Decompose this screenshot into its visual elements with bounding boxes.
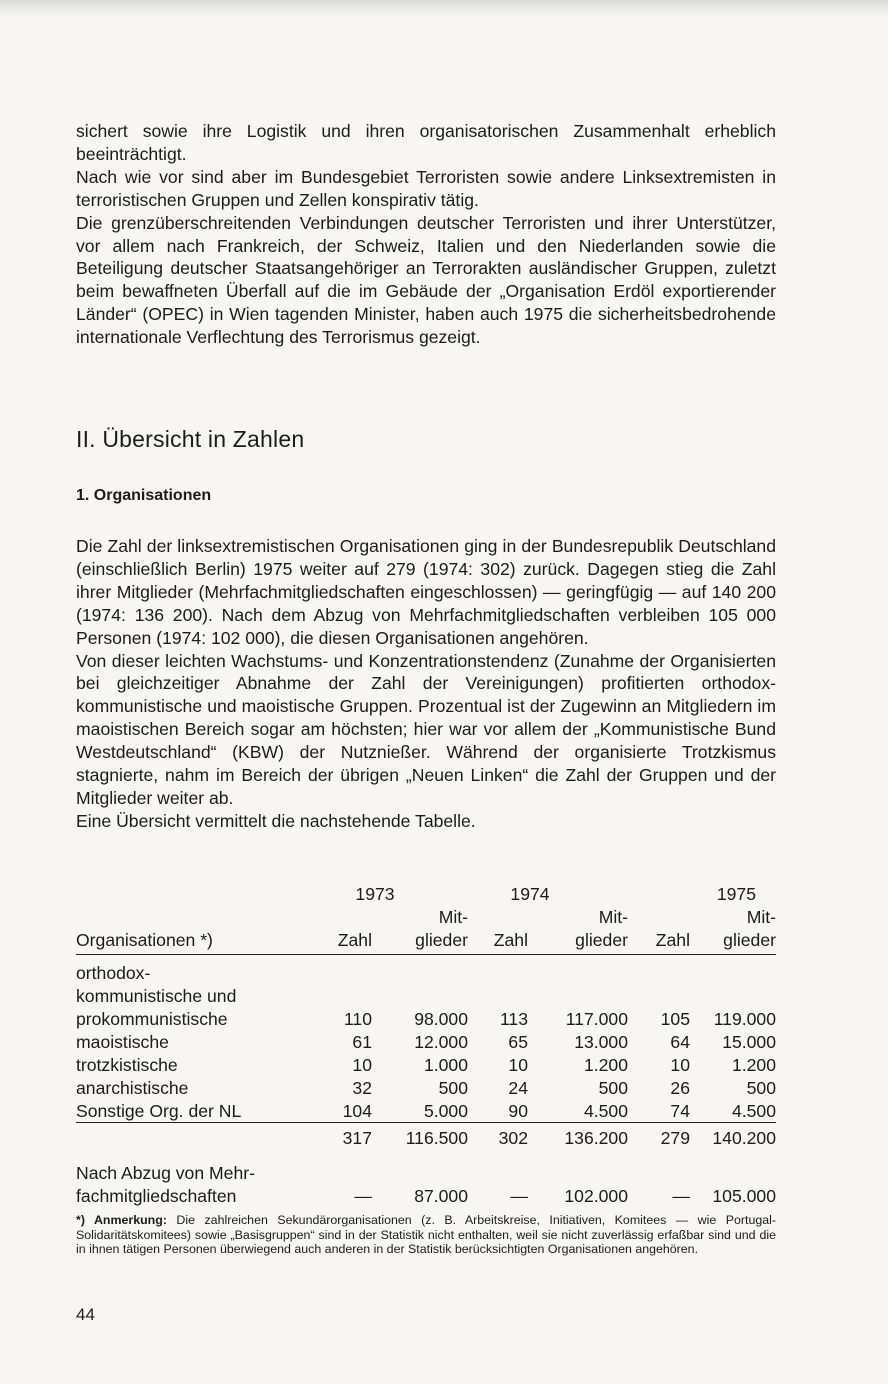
cell: 500: [746, 1078, 776, 1098]
row-label: trotzkistische: [76, 1055, 178, 1075]
glieder-header-1975: glieder: [690, 928, 776, 955]
net-label-line: Nach Abzug von Mehr-: [76, 1163, 255, 1183]
cell: 500: [598, 1078, 628, 1098]
table-label-row: [76, 984, 776, 1007]
cell: 1.200: [731, 1055, 776, 1075]
net-row: [76, 1184, 776, 1207]
totals-row: [76, 1123, 776, 1154]
row-label: anarchistische: [76, 1078, 189, 1098]
cell: 15.000: [722, 1032, 776, 1052]
cell: 110: [343, 1009, 372, 1029]
year-1975: 1975: [716, 884, 756, 904]
page-number: 44: [76, 1305, 95, 1324]
net-cell: —: [672, 1186, 690, 1206]
cell: 61: [352, 1032, 372, 1052]
cell: 98.000: [414, 1009, 468, 1029]
row-label-line: kommunistische und: [76, 986, 237, 1006]
cell: 24: [508, 1078, 528, 1098]
section-title: II. Übersicht in Zahlen: [76, 426, 305, 452]
total-cell: 302: [468, 1123, 528, 1154]
row-label: Sonstige Org. der NL: [76, 1101, 242, 1121]
total-cell: 317: [316, 1123, 372, 1154]
intro-paragraph-2: Nach wie vor sind aber im Bundesgebiet Terroristen sowie andere Linksextremisten in terroristischen Gruppen und Zellen konspirativ tätig.: [76, 166, 776, 210]
cell: 10: [670, 1055, 690, 1075]
body-paragraph-2: Von dieser leichten Wachstums- und Konzentrationstendenz (Zunahme der Organisierten bei gleichzeitiger Abnahme der Zahl der Vereinigungen) profitierten orthodox-kommunistische und maoistische Gruppen. Prozentual ist der Zugewinn an Mitgliedern im maoistischen Bereich sogar am höchsten; hier war vor allem der „Kommunistische Bund Westdeutschland“ (KBW) der Nutznießer. Während der organisierte Trotzkismus stagnierte, nahm im Bereich der übrigen „Neuen Linken“ die Zahl der Gruppen und der Mitglieder weiter ab.: [76, 650, 776, 808]
cell: 13.000: [574, 1032, 628, 1052]
cell: 65: [508, 1032, 528, 1052]
table-label-row: [76, 955, 776, 985]
intro-text: [76, 120, 776, 349]
cell: 74: [670, 1101, 690, 1121]
cell: 113: [499, 1009, 528, 1029]
cell: 117.000: [565, 1009, 628, 1029]
mit-header-row: [76, 905, 776, 928]
glieder-header-1973: glieder: [372, 928, 468, 955]
cell: 10: [352, 1055, 372, 1075]
table-row: [76, 1053, 776, 1076]
cell: 104: [342, 1101, 372, 1121]
year-1973: 1973: [355, 884, 395, 904]
total-cell: 116.500: [372, 1123, 468, 1154]
body-paragraph-3: Eine Übersicht vermittelt die nachstehende Tabelle.: [76, 810, 476, 831]
table-row: [76, 1099, 776, 1123]
table-row: [76, 1076, 776, 1099]
total-cell: 279: [628, 1123, 690, 1154]
cell: 4.500: [731, 1101, 776, 1121]
cell: 12.000: [414, 1032, 468, 1052]
org-column-header: Organisationen *): [76, 928, 316, 955]
zahl-header-1975: Zahl: [628, 928, 690, 955]
net-cell: 87.000: [414, 1186, 468, 1206]
cell: 1.200: [583, 1055, 628, 1075]
net-cell: 102.000: [564, 1186, 628, 1206]
cell: 26: [670, 1078, 690, 1098]
net-label-row: [76, 1153, 776, 1184]
cell: 500: [438, 1078, 468, 1098]
total-cell: 136.200: [528, 1123, 628, 1154]
row-label: prokommunistische: [76, 1009, 228, 1029]
glieder-header-1974: glieder: [528, 928, 628, 955]
body-paragraph-1: Die Zahl der linksextremistischen Organisationen ging in der Bundesrepublik Deutschland (einschließlich Berlin) 1975 weiter auf 279 (1974: 302) zurück. Dagegen stieg die Zahl ihrer Mitglieder (Mehrfachmitgliedschaften eingeschlossen) — geringfügig — auf 140 200 (1974: 136 200). Nach dem Abzug von Mehrfachmitgliedschaften verbleiben 105 000 Personen (1974: 102 000), die diesen Organisationen angehören.: [76, 536, 776, 648]
row-label-line: orthodox-: [76, 963, 151, 983]
subsection-title: 1. Organisationen: [76, 487, 212, 504]
cell: 5.000: [423, 1101, 468, 1121]
year-1974: 1974: [510, 884, 550, 904]
year-header-row: [76, 882, 776, 905]
footnote: [76, 1213, 776, 1257]
cell: 64: [670, 1032, 690, 1052]
zahl-header-1973: Zahl: [316, 928, 372, 955]
footnote-lead: *) Anmerkung:: [76, 1213, 167, 1227]
intro-paragraph-3: Die grenzüberschreitenden Verbindungen deutscher Terroristen und ihrer Unterstützer, vor allem nach Frankreich, der Schweiz, Italien und den Niederlanden sowie die Beteiligung deutscher Staatsangehöriger an Terrorakten ausländischer Gruppen, zuletzt beim bewaffneten Überfall auf die im Gebäude der „Organisation Erdöl exportierender Länder“ (OPEC) in Wien tagenden Minister, haben auch 1975 die sicherheitsbedrohende internationale Verflechtung des Terrorismus gezeigt.: [76, 212, 776, 348]
table-row: [76, 1030, 776, 1053]
cell: 32: [352, 1078, 372, 1098]
body-text: [76, 535, 776, 833]
net-cell: —: [510, 1186, 528, 1206]
organisations-table: [76, 882, 776, 1207]
cell: 1.000: [423, 1055, 468, 1075]
scan-top-edge: [0, 0, 888, 18]
cell: 4.500: [583, 1101, 628, 1121]
net-label-line: fachmitgliedschaften: [76, 1186, 237, 1206]
cell: 119.000: [713, 1009, 776, 1029]
net-cell: —: [354, 1186, 372, 1206]
row-label: maoistische: [76, 1032, 169, 1052]
total-cell: 140.200: [690, 1123, 776, 1154]
zahl-header-1974: Zahl: [468, 928, 528, 955]
cell: 90: [508, 1101, 528, 1121]
column-header-row: [76, 928, 776, 955]
net-cell: 105.000: [712, 1186, 776, 1206]
cell: 105: [660, 1009, 690, 1029]
mit-header-1974: Mit-: [598, 907, 628, 927]
footnote-text: Die zahlreichen Sekundärorganisationen (z. B. Arbeitskreise, Initiativen, Komitees — wie Portugal-Solidaritätskomitees) sowie „Basisgruppen“ sind in der Statistik nicht enthalten, weil sie nicht zuverlässig erfaßbar sind und die in ihnen tätigen Personen überwiegend auch anderen in der Statistik berücksichtigten Organisationen angehören.: [76, 1213, 776, 1257]
cell: 10: [508, 1055, 528, 1075]
table-row: [76, 1007, 776, 1030]
mit-header-1973: Mit-: [438, 907, 468, 927]
intro-paragraph-1: sichert sowie ihre Logistik und ihren organisatorischen Zusammenhalt erheblich beeinträchtigt.: [76, 121, 776, 164]
mit-header-1975: Mit-: [746, 907, 776, 927]
